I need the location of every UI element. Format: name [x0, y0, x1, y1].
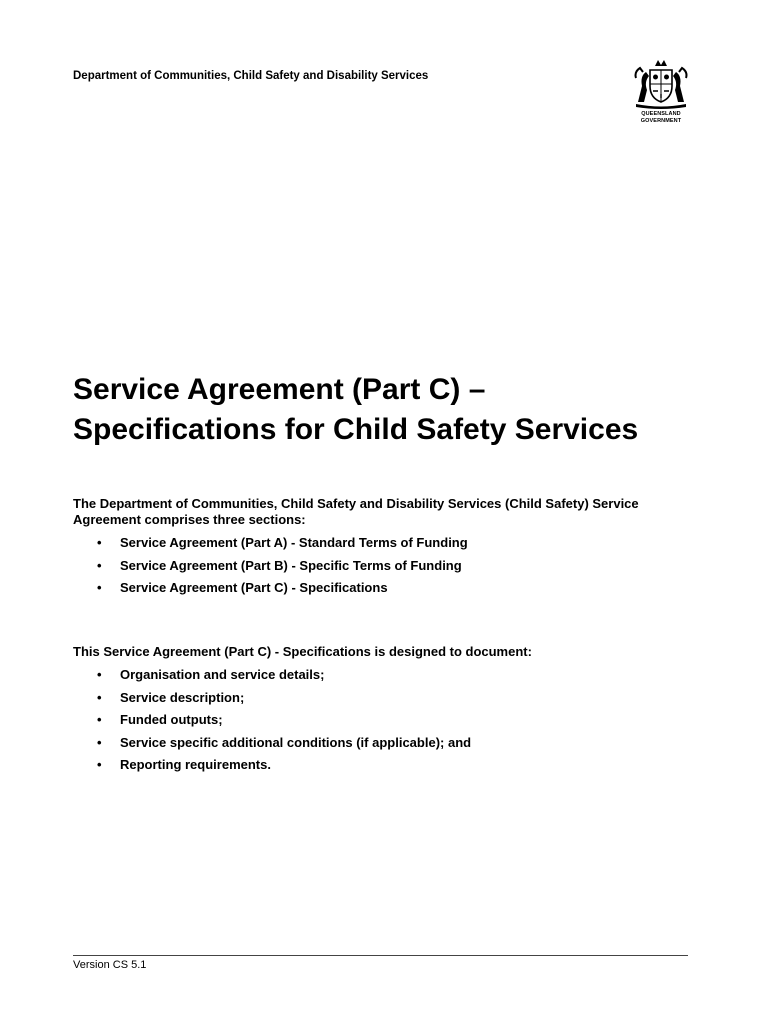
sections-list	[73, 535, 713, 603]
coat-of-arms-icon	[630, 56, 692, 110]
bullet-icon: •	[97, 689, 102, 705]
logo-text-government: GOVERNMENT	[640, 117, 682, 124]
version-label: Version CS 5.1	[73, 959, 147, 971]
bullet-icon: •	[97, 734, 102, 750]
list-item: • Service Agreement (Part B) - Specific Terms of Funding	[97, 557, 462, 573]
list-item: • Service Agreement (Part C) - Specifications	[97, 580, 388, 595]
title-line-1: Service Agreement (Part C) –	[73, 373, 486, 406]
list-item: • Organisation and service details;	[97, 667, 325, 682]
purpose-paragraph: This Service Agreement (Part C) - Specifications is designed to document:	[73, 644, 532, 659]
intro-paragraph: The Department of Communities, Child Safety and Disability Services (Child Safety) Service Agreement comprises three sections:	[73, 496, 639, 527]
document-title	[73, 370, 638, 450]
list-item: • Service specific additional conditions (if applicable); and	[97, 734, 472, 750]
footer-divider	[73, 955, 688, 956]
list-item: • Service Agreement (Part A) - Standard Terms of Funding	[97, 535, 468, 550]
bullet-icon: •	[97, 757, 102, 772]
list-item: • Reporting requirements.	[97, 757, 271, 772]
bullet-icon: •	[97, 712, 102, 727]
bullet-icon: •	[97, 557, 102, 573]
logo-text-queensland: QUEENSLAND	[641, 111, 681, 117]
list-item: • Service description;	[97, 689, 245, 705]
list-item: • Funded outputs;	[97, 712, 223, 727]
purpose-list	[73, 667, 713, 780]
bullet-icon: •	[97, 535, 102, 550]
department-header: Department of Communities, Child Safety and Disability Services	[73, 70, 429, 82]
bullet-icon: •	[97, 667, 102, 682]
title-line-2: Specifications for Child Safety Services	[73, 413, 639, 446]
bullet-icon: •	[97, 580, 102, 595]
queensland-government-logo	[630, 56, 692, 132]
